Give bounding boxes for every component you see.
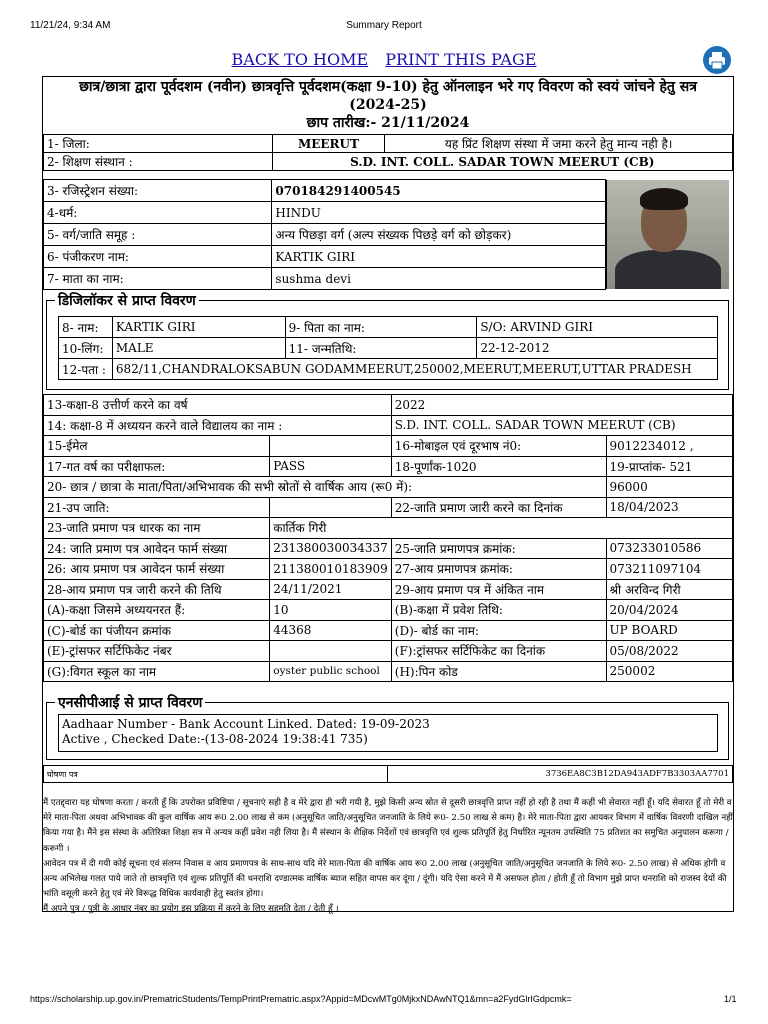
rG-value: oyster public school — [270, 661, 392, 682]
print-this-page-link[interactable]: PRINT THIS PAGE — [385, 50, 537, 69]
dl-father-label: 9- पिता का नाम: — [285, 317, 477, 338]
r17-value: PASS — [270, 456, 392, 477]
declaration-para-3: मैं अपने पुत्र / पुत्री के आधार नंबर का प्रयोग इस प्रक्रिया में करने के लिए सहमति देता / देती हूँ । — [43, 904, 339, 915]
regname-label: 6- पंजीकरण नाम: — [44, 246, 272, 268]
r26-label: 26: आय प्रमाण पत्र आवेदन फार्म संख्या — [44, 559, 270, 580]
caste-label: 5- वर्ग/जाति समूह : — [44, 224, 272, 246]
r22-value: 18/04/2023 — [606, 497, 732, 518]
r13-label: 13-कक्षा-8 उत्तीर्ण करने का वर्ष — [44, 395, 392, 416]
npci-legend: एनसीपीआई से प्राप्त विवरण — [55, 693, 205, 712]
r13-value: 2022 — [391, 395, 732, 416]
rE-label: (E)-ट्रांसफर सर्टिफिकेट नंबर — [44, 641, 270, 662]
district-value: MEERUT — [272, 135, 385, 153]
rB-label: (B)-कक्षा में प्रवेश तिथि: — [391, 600, 606, 621]
r29-label: 29-आय प्रमाण पत्र में अंकित नाम — [391, 579, 606, 600]
form-title-line2: (2024-25) — [349, 97, 427, 113]
back-to-home-link[interactable]: BACK TO HOME — [231, 50, 369, 69]
top-table-1 — [43, 134, 733, 171]
declaration-header — [43, 765, 733, 783]
declaration-text — [43, 796, 733, 918]
dl-address-label: 12-पता : — [59, 359, 113, 380]
dl-address-value: 682/11,CHANDRALOKSABUN GODAMMEERUT,250002,MEERUT,MEERUT,UTTAR PRADESH — [112, 359, 717, 380]
dl-dob-label: 11- जन्मतिथि: — [285, 338, 477, 359]
r15-label: 15-ईमेल — [44, 436, 270, 457]
religion-value: HINDU — [272, 202, 606, 224]
top-table-2 — [43, 179, 606, 290]
page-url: https://scholarship.up.gov.in/PrematricStudents/TempPrintPrematric.aspx?Appid=MDcwMTg0MjkxNDAwNTQ1&mn=a2FydGlrIGdpcmk= — [30, 994, 572, 1004]
rH-value: 250002 — [606, 661, 732, 682]
npci-line1: Aadhaar Number - Bank Account Linked. Dated: 19-09-2023 — [62, 717, 430, 731]
r16-label: 16-मोबाइल एवं दूरभाष नं0: — [391, 436, 606, 457]
rH-label: (H):पिन कोड — [391, 661, 606, 682]
student-photo — [606, 180, 729, 289]
form-title-line1: छात्र/छात्रा द्वारा पूर्वदशम (नवीन) छात्रवृत्ति पूर्वदशम(कक्षा 9-10) हेतु ऑनलाइन भरे गए विवरण को स्वयं जांचने हेतु सत्र — [79, 79, 697, 95]
declaration-hash: 3736EA8C3B12DA943ADF7B3303AA7701 — [388, 766, 733, 783]
print-header-title: Summary Report — [346, 20, 422, 31]
r23-value: कार्तिक गिरी — [270, 518, 733, 539]
rF-label: (F):ट्रांसफर सर्टिफिकेट का दिनांक — [391, 641, 606, 662]
dl-gender-label: 10-लिंग: — [59, 338, 113, 359]
form-title — [43, 78, 733, 132]
r28-label: 28-आय प्रमाण पत्र जारी करने की तिथि — [44, 579, 270, 600]
r16-value: 9012234012 , — [606, 436, 732, 457]
rD-value: UP BOARD — [606, 620, 732, 641]
rE-value — [270, 641, 392, 662]
print-date: छाप तारीख:- 21/11/2024 — [306, 115, 470, 131]
declaration-para-1: मैं एतद्द्वारा यह घोषणा करता / करती हूँ कि उपरोक्त प्रविष्टिया / सूचनाएं सही है व मेरे द्वारा ही भरी गयी है, मुझे किसी अन्य स्रोत से दूसरी छात्रवृत्ति प्राप्त नहीं हो रही है तथा मैं कहीं भी सेवारत नहीं हूँ। यदि सेवारत हूँ तो मेरी व मेरे माता-पिता अथवा अभिभावक की कुल वार्षिक आय रू0 2.00 लाख से कम (अनुसूचित जाति/अनुसूचित जनजाति के लिये रू0- 2.50 लाख से कम) है। मेरे माता-पिता द्वारा आयकर विभाग में वार्षिक विवरणी दाखिल नहीं किया गया है। मैंने इस संस्था के अतिरिक्त शिक्षा सत्र में अन्यत्र कहीं प्रवेश नही लिया है। मैं संस्थान के शैक्षिक निर्देशों एवं छात्रवृत्ति एवं शुल्क प्रतिपूर्ति हेतु निर्धारित न्यूनतम उपस्थिति 75 प्रतिशत का समुचित अनुपालन करूगा / करूगी । — [43, 798, 733, 854]
details-table — [43, 394, 733, 682]
rG-label: (G):विगत स्कूल का नाम — [44, 661, 270, 682]
dl-father-value: S/O: ARVIND GIRI — [477, 317, 718, 338]
rF-value: 05/08/2022 — [606, 641, 732, 662]
r25-value: 073233010586 — [606, 538, 732, 559]
top-links — [0, 50, 768, 69]
r27-label: 27-आय प्रमाणपत्र क्रमांक: — [391, 559, 606, 580]
rA-value: 10 — [270, 600, 392, 621]
mother-value: sushma devi — [272, 268, 606, 290]
rB-value: 20/04/2024 — [606, 600, 732, 621]
npci-line2: Active , Checked Date:-(13-08-2024 19:38:41 735) — [62, 732, 368, 746]
r27-value: 073211097104 — [606, 559, 732, 580]
printer-icon[interactable] — [703, 46, 731, 74]
digilocker-legend: डिजिलॉकर से प्राप्त विवरण — [55, 291, 199, 310]
rA-label: (A)-कक्षा जिसमे अध्ययनरत हैं: — [44, 600, 270, 621]
r28-value: 24/11/2021 — [270, 579, 392, 600]
r26-value: 211380010183909 — [270, 559, 392, 580]
npci-detail — [58, 714, 718, 752]
r24-label: 24: जाति प्रमाण पत्र आवेदन फार्म संख्या — [44, 538, 270, 559]
rC-value: 44368 — [270, 620, 392, 641]
institute-value: S.D. INT. COLL. SADAR TOWN MEERUT (CB) — [272, 153, 732, 171]
r21-label: 21-उप जाति: — [44, 497, 270, 518]
r18-label: 18-पूर्णांक-1020 — [391, 456, 606, 477]
declaration-divider — [43, 782, 733, 783]
reg-label: 3- रजिस्ट्रेशन संख्या: — [44, 180, 272, 202]
r23-label: 23-जाति प्रमाण पत्र धारक का नाम — [44, 518, 270, 539]
r20-label: 20- छात्र / छात्रा के माता/पिता/अभिभावक की सभी स्रोतों से वार्षिक आय (रू0 में): — [44, 477, 607, 498]
r29-value: श्री अरविन्द गिरी — [606, 579, 732, 600]
r25-label: 25-जाति प्रमाणपत्र क्रमांक: — [391, 538, 606, 559]
r20-value: 96000 — [606, 477, 732, 498]
reg-value: 070184291400545 — [272, 180, 606, 202]
print-datetime: 11/21/24, 9:34 AM — [30, 20, 111, 31]
dl-gender-value: MALE — [112, 338, 285, 359]
rD-label: (D)- बोर्ड का नाम: — [391, 620, 606, 641]
dl-name-label: 8- नाम: — [59, 317, 113, 338]
declaration-para-2: आवेदन पत्र में दी गयी कोई सूचना एवं संलग्न निवास व आय प्रमाणपत्र के साथ-साथ यदि मेरे माता-पिता की वार्षिक आय रू0 2.00 लाख (अनुसूचित जाति/अनुसूचित जनजाति के लिये रू0- 2.50 लाख) से अधिक होगी व अन्य अभिलेख गलत पाये जाते तो छात्रवृत्ति एवं शुल्क प्रतिपूर्ति की धनराशि दण्डात्मक वार्षिक ब्याज सहित वापस कर दूंगा / दूंगी। यदि ऐसा करने में मैं असफल होता / होती हूँ तो विभाग मुझे प्राप्त धनराशि को राजस्व देयों की भांति वसूली करने हेतु एवं मेरे विरूद्ध विधिक कार्यवाही हेतु स्वतंत्र होगा। — [43, 858, 727, 900]
rC-label: (C)-बोर्ड का पंजीयन क्रमांक — [44, 620, 270, 641]
r22-label: 22-जाति प्रमाण जारी करने का दिनांक — [391, 497, 606, 518]
declaration-label: घोषणा पत्र — [44, 766, 388, 783]
r19-label: 19-प्राप्तांक- 521 — [606, 456, 732, 477]
institute-label: 2- शिक्षण संस्थान : — [44, 153, 273, 171]
r14-label: 14: कक्षा-8 में अध्ययन करने वाले विद्यालय का नाम : — [44, 415, 392, 436]
mother-label: 7- माता का नाम: — [44, 268, 272, 290]
dl-name-value: KARTIK GIRI — [112, 317, 285, 338]
digilocker-table — [58, 316, 718, 380]
dl-dob-value: 22-12-2012 — [477, 338, 718, 359]
r14-value: S.D. INT. COLL. SADAR TOWN MEERUT (CB) — [391, 415, 732, 436]
validity-note: यह प्रिंट शिक्षण संस्था में जमा करने हेतु मान्य नही है। — [385, 135, 733, 153]
r24-value: 231380030034337 — [270, 538, 392, 559]
page-number: 1/1 — [724, 994, 737, 1004]
r15-value — [270, 436, 392, 457]
regname-value: KARTIK GIRI — [272, 246, 606, 268]
caste-value: अन्य पिछड़ा वर्ग (अल्प संख्यक पिछड़े वर्ग को छोड़कर) — [272, 224, 606, 246]
district-label: 1- जिला: — [44, 135, 273, 153]
r21-value — [270, 497, 392, 518]
r17-label: 17-गत वर्ष का परीक्षाफल: — [44, 456, 270, 477]
religion-label: 4-धर्म: — [44, 202, 272, 224]
